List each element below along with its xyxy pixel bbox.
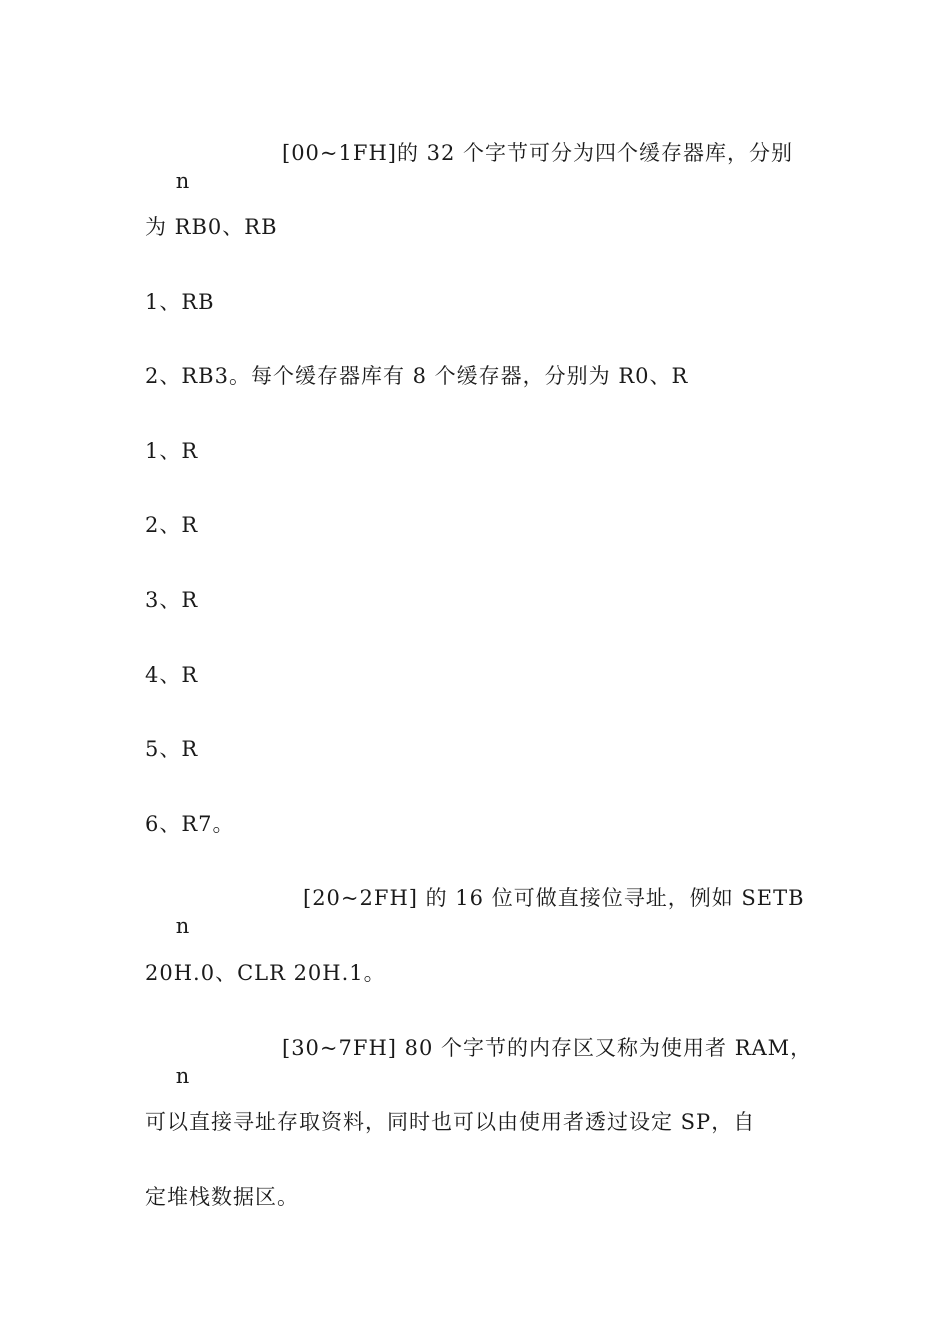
paragraph-text: [20~2FH] 的 16 位可做直接位寻址，例如 SETB [303,886,805,910]
paragraph-line: 5、R [145,737,199,761]
paragraph-line: 2、R [145,513,199,537]
paragraph-line: 2、RB3。每个缓存器库有 8 个缓存器，分别为 R0、R [145,364,689,388]
paragraph-text: [00~1FH]的 32 个字节可分为四个缓存器库，分别 [282,141,794,165]
bullet-marker: n [175,1064,191,1088]
paragraph-text: [30~7FH] 80 个字节的内存区又称为使用者 RAM， [282,1036,813,1060]
bullet-marker: n [175,914,191,938]
paragraph-line: 定堆栈数据区。 [145,1185,299,1209]
paragraph-line: 20H.0、CLR 20H.1。 [145,961,386,985]
paragraph-line: 1、R [145,439,199,463]
paragraph-line: 可以直接寻址存取资料，同时也可以由使用者透过设定 SP，自 [145,1110,756,1134]
paragraph-line: 为 RB0、RB [145,215,278,239]
paragraph-line: 6、R7。 [145,812,235,836]
bullet-marker: n [175,169,191,193]
paragraph-line: 4、R [145,663,199,687]
paragraph-line: 1、RB [145,290,215,314]
paragraph-line: 3、R [145,588,199,612]
